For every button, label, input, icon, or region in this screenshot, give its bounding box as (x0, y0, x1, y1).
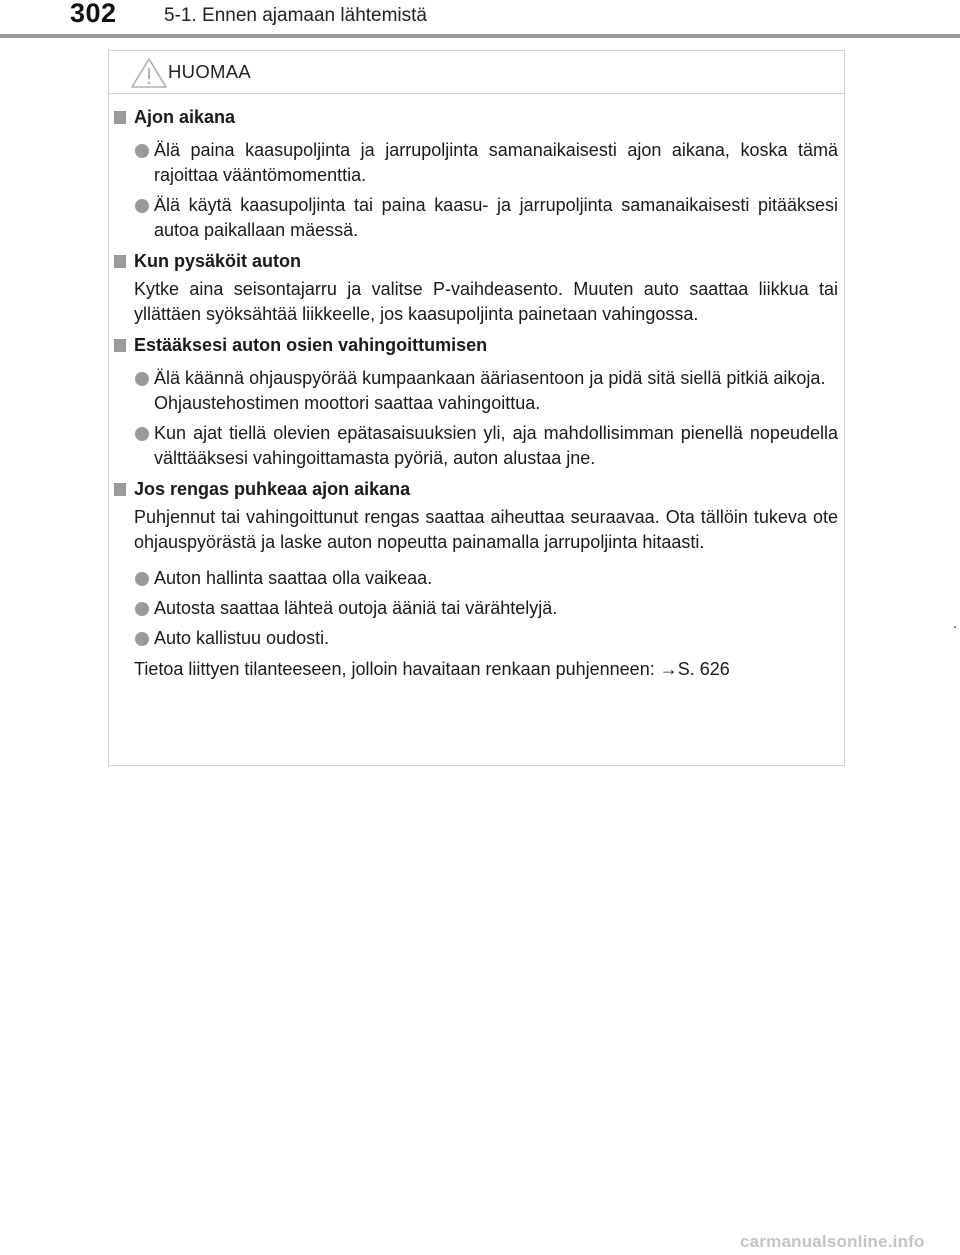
header-divider (0, 34, 960, 38)
notice-label: HUOMAA (168, 61, 251, 82)
section-heading: Ajon aikana (109, 107, 844, 133)
margin-mark (954, 626, 956, 628)
square-bullet-icon (114, 255, 126, 268)
section-paragraph: Kytke aina seisontajarru ja valitse P-vaihdeasento. Muuten auto saattaa liikkua tai yllättäen syöksähtää liikkeelle, jos kaasupoljinta painetaan vahingossa. (134, 279, 838, 324)
list-item: Kun ajat tiellä olevien epätasaisuuksien yli, aja mahdollisimman pienellä nopeudella välttääksesi vahingoittamasta pyöriä, auton alustaa jne. (134, 421, 838, 471)
watermark: carmanualsonline.info (740, 1232, 925, 1251)
square-bullet-icon (114, 111, 126, 124)
round-bullet-icon (135, 372, 149, 386)
square-bullet-icon (114, 483, 126, 496)
round-bullet-icon (135, 602, 149, 616)
notice-section-driving (109, 107, 844, 243)
notice-section-flat-tire (109, 479, 844, 682)
warning-triangle-icon (129, 56, 169, 90)
round-bullet-icon (135, 632, 149, 646)
square-bullet-icon (114, 339, 126, 352)
section-paragraph: Puhjennut tai vahingoittunut rengas saattaa aiheuttaa seuraavaa. Ota tällöin tukeva ote ohjauspyörästä ja laske auton nopeutta painamalla jarrupoljinta hitaasti. (134, 507, 838, 552)
page-reference-text: Tietoa liittyen tilanteeseen, jolloin havaitaan renkaan puhjenneen: →S. 626 (134, 659, 730, 679)
section-heading: Estääksesi auton osien vahingoittumisen (109, 335, 844, 361)
list-item: Älä paina kaasupoljinta ja jarrupoljinta samanaikaisesti ajon aikana, koska tämä rajoittaa vääntömomenttia. (134, 138, 838, 188)
list-item: Auto kallistuu oudosti. (134, 626, 838, 651)
notice-header (109, 51, 844, 94)
notice-section-parking (109, 251, 844, 327)
list-item: Älä käännä ohjauspyörää kumpaankaan ääriasentoon ja pidä sitä siellä pitkiä aikoja. Ohjaustehostimen moottori saattaa vahingoittua. (134, 366, 838, 416)
list-item: Auton hallinta saattaa olla vaikeaa. (134, 566, 838, 591)
section-title: 5-1. Ennen ajamaan lähtemistä (164, 5, 427, 26)
section-heading: Kun pysäköit auton (109, 251, 844, 277)
notice-box (108, 50, 845, 766)
section-heading: Jos rengas puhkeaa ajon aikana (109, 479, 844, 505)
round-bullet-icon (135, 199, 149, 213)
list-item: Älä käytä kaasupoljinta tai paina kaasu- ja jarrupoljinta samanaikaisesti pitääksesi autoa paikallaan mäessä. (134, 193, 838, 243)
notice-body (109, 107, 844, 690)
notice-section-damage (109, 335, 844, 471)
round-bullet-icon (135, 572, 149, 586)
page-number: 302 (70, 0, 117, 28)
list-item: Autosta saattaa lähteä outoja ääniä tai värähtelyjä. (134, 596, 838, 621)
round-bullet-icon (135, 427, 149, 441)
round-bullet-icon (135, 144, 149, 158)
